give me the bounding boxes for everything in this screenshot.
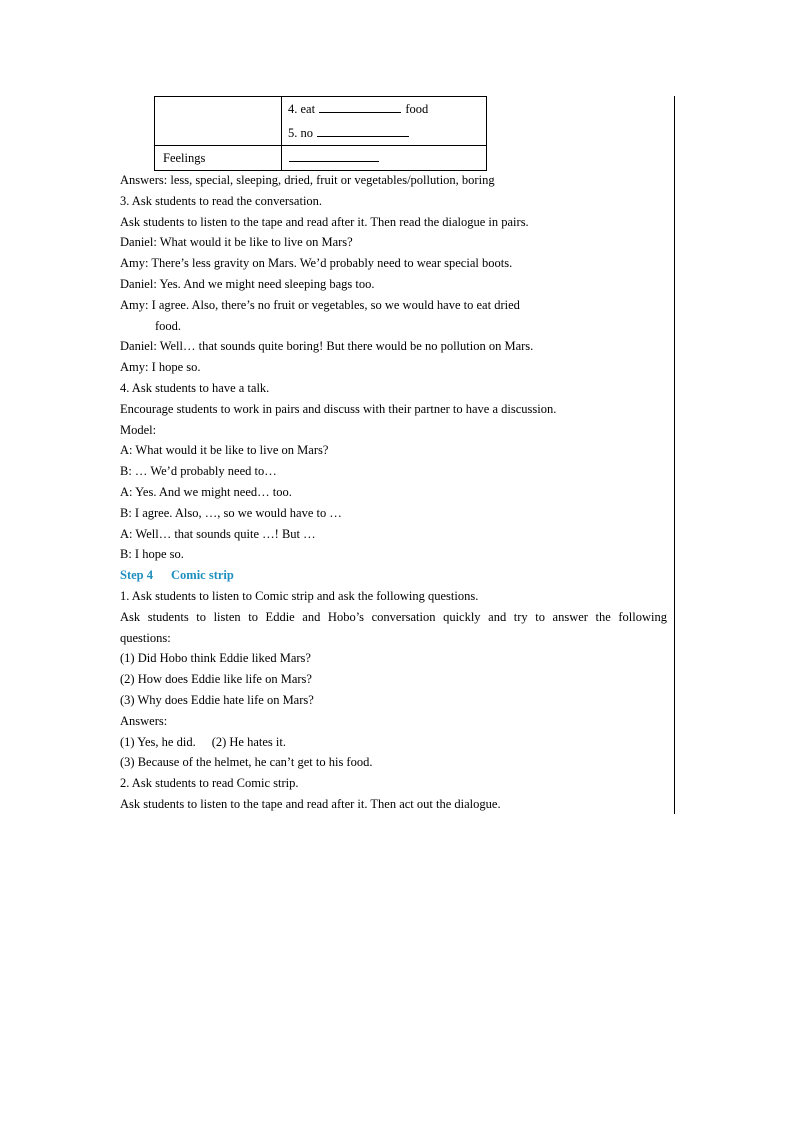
table-value-cell (282, 97, 487, 146)
comic-task-1: 1. Ask students to listen to Comic strip and ask the following questions. (120, 588, 479, 603)
table-row (155, 146, 487, 171)
model-line: A: What would it be like to live on Mars? (120, 443, 329, 458)
step-4-heading (120, 565, 667, 586)
item-4-prefix: 4. eat (288, 102, 316, 116)
model-line: B: I hope so. (120, 547, 184, 562)
table-item-4 (288, 97, 480, 121)
model-line: A: Yes. And we might need… too. (120, 484, 292, 499)
dialogue-line: Daniel: Yes. And we might need sleeping bags too. (120, 276, 375, 291)
comic-task-2-description: Ask students to listen to the tape and read after it. Then act out the dialogue. (120, 796, 501, 811)
item-4-blank (319, 98, 401, 113)
comic-task-1-description: Ask students to listen to Eddie and Hobo’s conversation quickly and try to answer the following (120, 609, 667, 624)
question-3: (3) Why does Eddie hate life on Mars? (120, 692, 314, 707)
lesson-content (120, 170, 667, 815)
right-margin-rule (674, 96, 675, 814)
answers-label: Answers: (120, 713, 168, 728)
task-3-heading: 3. Ask students to read the conversation. (120, 193, 323, 208)
dialogue-line: Amy: I hope so. (120, 360, 201, 375)
answer-2: (2) He hates it. (211, 734, 286, 749)
dialogue-line-continued: food. (155, 318, 182, 333)
dialogue-line: Amy: I agree. Also, there’s no fruit or vegetables, so we would have to eat dried (120, 297, 520, 312)
step-4-number: Step 4 (120, 568, 153, 583)
model-line: B: I agree. Also, …, so we would have to … (120, 505, 342, 520)
comic-task-2: 2. Ask students to read Comic strip. (120, 776, 299, 791)
model-line: A: Well… that sounds quite …! But … (120, 526, 316, 541)
table-label-cell-empty (155, 97, 282, 146)
answer-1: (1) Yes, he did. (120, 734, 196, 749)
feelings-blank-line (288, 146, 480, 170)
table-value-cell (282, 146, 487, 171)
question-1: (1) Did Hobo think Eddie liked Mars? (120, 651, 311, 666)
answer-3: (3) Because of the helmet, he can’t get to his food. (120, 755, 373, 770)
comic-task-1-description-end: questions: (120, 630, 171, 645)
step-4-title: Comic strip (171, 568, 234, 583)
task-4-description: Encourage students to work in pairs and discuss with their partner to have a discussion. (120, 401, 557, 416)
feelings-blank (289, 147, 379, 162)
item-5-prefix: 5. no (288, 126, 313, 140)
table-item-5 (288, 121, 480, 145)
model-line: B: … We’d probably need to… (120, 464, 277, 479)
feelings-label: Feelings (163, 151, 206, 165)
model-label: Model: (120, 422, 157, 437)
answers-1-2 (120, 732, 667, 753)
dialogue-line: Daniel: Well… that sounds quite boring! But there would be no pollution on Mars. (120, 339, 534, 354)
answers-line: Answers: less, special, sleeping, dried, fruit or vegetables/pollution, boring (120, 173, 495, 187)
dialogue-line: Daniel: What would it be like to live on Mars? (120, 235, 353, 250)
table-label-cell (155, 146, 282, 171)
dialogue-line: Amy: There’s less gravity on Mars. We’d probably need to wear special boots. (120, 256, 513, 271)
item-5-blank (317, 122, 409, 137)
table-row (155, 97, 487, 146)
task-3-description: Ask students to listen to the tape and read after it. Then read the dialogue in pairs. (120, 214, 529, 229)
item-4-suffix: food (405, 102, 429, 116)
summary-table (154, 96, 487, 171)
question-2: (2) How does Eddie like life on Mars? (120, 672, 312, 687)
task-4-heading: 4. Ask students to have a talk. (120, 380, 270, 395)
